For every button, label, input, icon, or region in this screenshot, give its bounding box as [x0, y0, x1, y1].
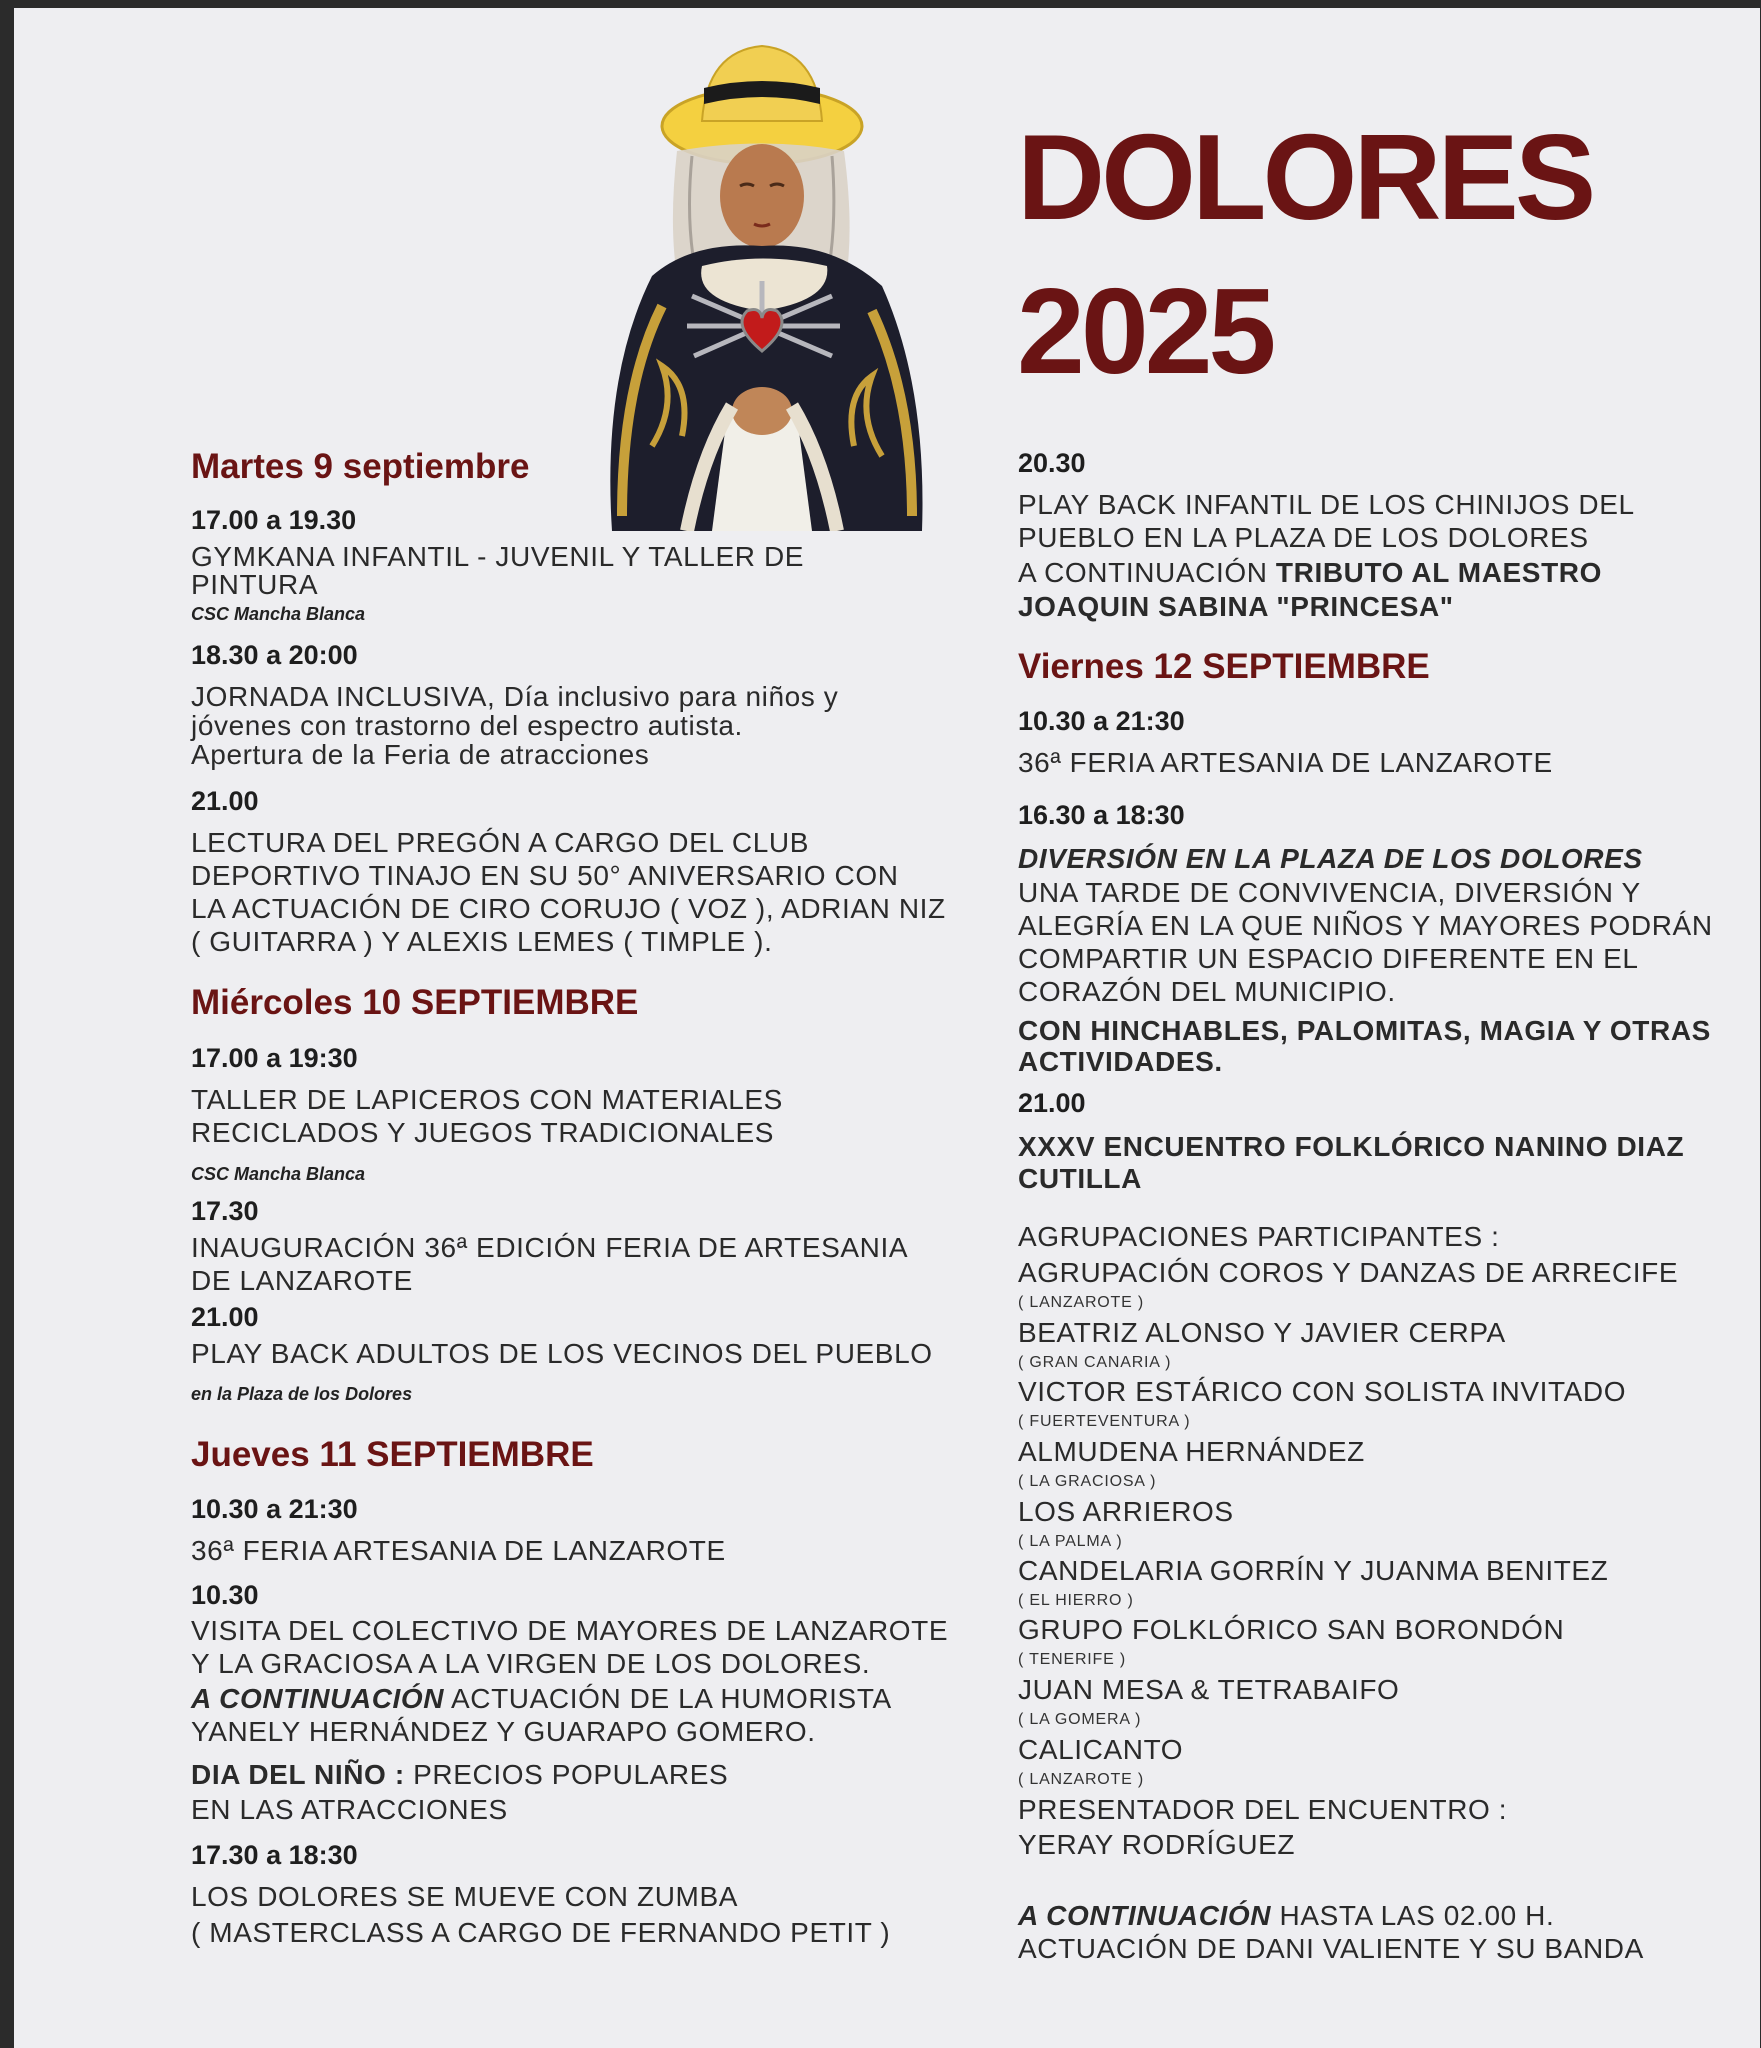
event-text: ACTIVIDADES. — [1018, 1046, 1223, 1077]
event-time: 10.30 — [191, 1580, 259, 1610]
title-line-2: 2025 — [1017, 263, 1273, 399]
event-text: DE LANZAROTE — [191, 1265, 413, 1296]
event-text: 36ª FERIA ARTESANIA DE LANZAROTE — [191, 1535, 726, 1566]
day-heading-wednesday: Miércoles 10 SEPTIEMBRE — [191, 983, 639, 1022]
group-origin: ( LANZAROTE ) — [1018, 1771, 1144, 1788]
group-name: ALMUDENA HERNÁNDEZ — [1018, 1436, 1365, 1467]
event-text-part: HASTA LAS 02.00 H. — [1271, 1900, 1555, 1931]
event-heading: CUTILLA — [1018, 1163, 1142, 1194]
presenter-name: YERAY RODRÍGUEZ — [1018, 1829, 1296, 1860]
continuation-label: A CONTINUACIÓN — [1018, 1900, 1272, 1931]
group-name: JUAN MESA & TETRABAIFO — [1018, 1674, 1400, 1705]
group-origin: ( EL HIERRO ) — [1018, 1592, 1134, 1609]
event-text: UNA TARDE DE CONVIVENCIA, DIVERSIÓN Y — [1018, 877, 1641, 908]
event-place: en la Plaza de los Dolores — [191, 1384, 413, 1404]
event-heading: XXXV ENCUENTRO FOLKLÓRICO NANINO DIAZ — [1018, 1131, 1685, 1162]
day-heading-friday: Viernes 12 SEPTIEMBRE — [1018, 647, 1430, 686]
virgin-figure-image — [582, 26, 982, 531]
event-text-part: ACTUACIÓN DE LA HUMORISTA — [444, 1683, 892, 1714]
event-text — [191, 1758, 728, 1791]
event-text: PLAY BACK INFANTIL DE LOS CHINIJOS DEL — [1018, 489, 1635, 520]
group-name: VICTOR ESTÁRICO CON SOLISTA INVITADO — [1018, 1376, 1627, 1407]
event-text: CORAZÓN DEL MUNICIPIO. — [1018, 976, 1396, 1007]
event-text: ( MASTERCLASS A CARGO DE FERNANDO PETIT ) — [191, 1917, 891, 1948]
event-time: 21.00 — [1018, 1088, 1086, 1118]
event-time: 21.00 — [191, 1302, 259, 1332]
event-text: TALLER DE LAPICEROS CON MATERIALES — [191, 1084, 783, 1115]
event-place: CSC Mancha Blanca — [191, 1164, 366, 1184]
event-text — [1018, 1899, 1554, 1932]
event-text: PUEBLO EN LA PLAZA DE LOS DOLORES — [1018, 522, 1589, 553]
group-name: GRUPO FOLKLÓRICO SAN BORONDÓN — [1018, 1614, 1565, 1645]
event-time: 17.30 — [191, 1196, 259, 1226]
event-text: Apertura de la Feria de atracciones — [191, 739, 650, 770]
event-time: 17.00 a 19.30 — [191, 505, 357, 535]
tribute-label: TRIBUTO AL MAESTRO — [1275, 557, 1602, 588]
continuation-label: A CONTINUACIÓN — [191, 1683, 445, 1714]
event-text: VISITA DEL COLECTIVO DE MAYORES DE LANZAROTE — [191, 1615, 949, 1646]
event-text: AGRUPACIONES PARTICIPANTES : — [1018, 1221, 1500, 1252]
event-text: RECICLADOS Y JUEGOS TRADICIONALES — [191, 1117, 775, 1148]
event-text: PINTURA — [191, 569, 319, 600]
event-text: Y LA GRACIOSA A LA VIRGEN DE LOS DOLORES. — [191, 1648, 871, 1679]
event-time: 20.30 — [1018, 448, 1086, 478]
event-time: 10.30 a 21:30 — [1018, 706, 1185, 736]
event-time: 21.00 — [191, 786, 259, 816]
event-text: LECTURA DEL PREGÓN A CARGO DEL CLUB — [191, 827, 809, 858]
group-origin: ( LA GOMERA ) — [1018, 1711, 1142, 1728]
day-heading-tuesday: Martes 9 septiembre — [191, 447, 530, 486]
event-text: GYMKANA INFANTIL - JUVENIL Y TALLER DE — [191, 541, 805, 572]
group-origin: ( LANZAROTE ) — [1018, 1294, 1144, 1311]
event-text: YANELY HERNÁNDEZ Y GUARAPO GOMERO. — [191, 1716, 816, 1747]
group-origin: ( FUERTEVENTURA ) — [1018, 1413, 1191, 1430]
group-name: CANDELARIA GORRÍN Y JUANMA BENITEZ — [1018, 1555, 1609, 1586]
event-text: DEPORTIVO TINAJO EN SU 50° ANIVERSARIO CON — [191, 860, 899, 891]
event-time: 18.30 a 20:00 — [191, 640, 358, 670]
event-time: 10.30 a 21:30 — [191, 1494, 358, 1524]
group-origin: ( TENERIFE ) — [1018, 1651, 1126, 1668]
poster — [14, 8, 1760, 2048]
event-place: CSC Mancha Blanca — [191, 604, 366, 624]
event-text: PLAY BACK ADULTOS DE LOS VECINOS DEL PUEBLO — [191, 1338, 933, 1369]
event-text: ( GUITARRA ) Y ALEXIS LEMES ( TIMPLE ). — [191, 926, 773, 957]
event-text — [191, 1682, 892, 1715]
event-text: CON HINCHABLES, PALOMITAS, MAGIA Y OTRAS — [1018, 1015, 1711, 1046]
event-text-part: A CONTINUACIÓN — [1018, 557, 1276, 588]
group-origin: ( LA PALMA ) — [1018, 1533, 1123, 1550]
day-heading-thursday: Jueves 11 SEPTIEMBRE — [191, 1435, 594, 1474]
event-time: 16.30 a 18:30 — [1018, 800, 1185, 830]
dia-del-nino-label: DIA DEL NIÑO : — [191, 1759, 405, 1790]
event-text: COMPARTIR UN ESPACIO DIFERENTE EN EL — [1018, 943, 1639, 974]
group-name: CALICANTO — [1018, 1734, 1184, 1765]
event-time: 17.00 a 19:30 — [191, 1043, 358, 1073]
group-name: AGRUPACIÓN COROS Y DANZAS DE ARRECIFE — [1018, 1257, 1679, 1288]
event-text: LOS DOLORES SE MUEVE CON ZUMBA — [191, 1881, 738, 1912]
event-text: jóvenes con trastorno del espectro autista. — [191, 710, 743, 741]
event-text: EN LAS ATRACCIONES — [191, 1794, 508, 1825]
group-name: BEATRIZ ALONSO Y JAVIER CERPA — [1018, 1317, 1506, 1348]
group-origin: ( LA GRACIOSA ) — [1018, 1473, 1157, 1490]
title-line-1: DOLORES — [1017, 109, 1593, 245]
group-origin: ( GRAN CANARIA ) — [1018, 1354, 1172, 1371]
event-heading: DIVERSIÓN EN LA PLAZA DE LOS DOLORES — [1018, 843, 1643, 874]
event-text: 36ª FERIA ARTESANIA DE LANZAROTE — [1018, 747, 1553, 778]
presenter-label: PRESENTADOR DEL ENCUENTRO : — [1018, 1794, 1508, 1825]
event-text: JOAQUIN SABINA "PRINCESA" — [1018, 591, 1454, 622]
event-text: INAUGURACIÓN 36ª EDICIÓN FERIA DE ARTESANIA — [191, 1232, 909, 1263]
event-text: ACTUACIÓN DE DANI VALIENTE Y SU BANDA — [1018, 1933, 1644, 1964]
event-text: JORNADA INCLUSIVA, Día inclusivo para niños y — [191, 681, 839, 712]
event-text: ALEGRÍA EN LA QUE NIÑOS Y MAYORES PODRÁN — [1018, 910, 1713, 941]
event-text-part: PRECIOS POPULARES — [404, 1759, 729, 1790]
event-time: 17.30 a 18:30 — [191, 1840, 358, 1870]
event-text: LA ACTUACIÓN DE CIRO CORUJO ( VOZ ), ADRIAN NIZ — [191, 893, 946, 924]
event-text — [1018, 556, 1602, 589]
group-name: LOS ARRIEROS — [1018, 1496, 1234, 1527]
